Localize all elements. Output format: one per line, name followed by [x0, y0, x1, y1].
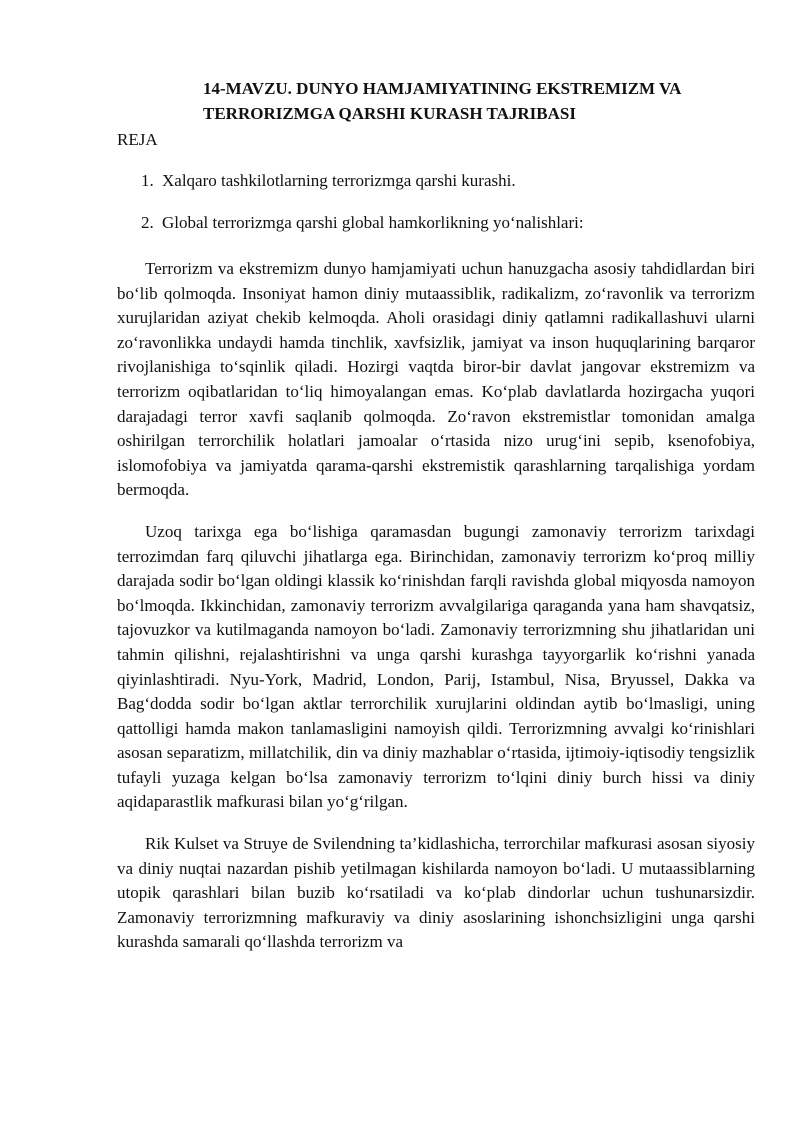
- plan-item-2: [117, 211, 747, 235]
- document-body: [117, 257, 755, 972]
- plan-heading: REJA: [117, 130, 158, 149]
- plan-item-number: 2.: [141, 213, 154, 232]
- body-paragraph-2: Uzoq tarixga ega bo‘lishiga qaramasdan bugungi zamonaviy terrorizm tarixdagi terrozimdan farq qiluvchi jihatlarga ega. Birinchidan, zamonaviy terrorizm ko‘proq milliy darajada sodir bo‘lgan oldingi klassik ko‘rinishdan farqli ravishda global miqyosda namoyon bo‘lmoqda. Ikkinchidan, zamonaviy terrorizm avvalgilariga qaraganda yana ham shavqatsiz, tajovuzkor va kutilmaganda namoyon bo‘ladi. Zamonaviy terrorizmning shu jihatlaridan uni tahmin qilishni, rejalashtirishni va unga qarshi kurashga tayyorgarlik ko‘rishni yanada qiyinlashtiradi. Nyu-York, Madrid, London, Parij, Istambul, Nisa, Bryussel, Dakka va Bag‘dodda sodir bo‘lgan aktlar terrorchilik xurujlarini oldindan aytib bo‘lmasligi, uning qattolligi hamda makon tanlamasligini namoyish qildi. Terrorizmning avvalgi ko‘rinishlari asosan separatizm, millatchilik, din va diniy mazhablar o‘rtasida, ijtimoiy-iqtisodiy tengsizlik tufayli yuzaga kelgan bo‘lsa zamonaviy terrorizm to‘lqini diniy burch hissi va diniy aqidaparastlik mafkurasi bilan yo‘g‘rilgan.: [117, 521, 755, 812]
- plan-item-text: Xalqaro tashkilotlarning terrorizmga qarshi kurashi.: [162, 171, 516, 190]
- plan-item-number: 1.: [141, 171, 154, 190]
- body-paragraph-1: Terrorizm va ekstremizm dunyo hamjamiyati uchun hanuzgacha asosiy tahdidlardan biri bo‘lib qolmoqda. Insoniyat hamon diniy mutaassiblik, radikalizm, zo‘ravonlik va terrorizm xurujlaridan aziyat chekib kelmoqda. Aholi orasidagi diniy qatlamni radikallashuvi ularni zo‘ravonlikka undaydi hamda tinchlik, xavfsizlik, jamiyat va inson huquqlarining barqaror rivojlanishiga to‘sqinlik qiladi. Hozirgi vaqtda biror-bir davlat jangovar ekstremizm va terrorizm oqibatlaridan to‘liq himoyalangan emas. Ko‘plab davlatlarda hozirgacha yuqori darajadagi terror xavfi saqlanib qolmoqda. Zo‘ravon ekstremistlar tomonidan amalga oshirilgan terrorchilik holatlari jamoalar o‘rtasida nizo urug‘ini sepib, ksenofobiya, islomofobiya va jamiyatda qarama-qarshi ekstremistik qarashlarning tarqalishiga yordam bermoqda.: [117, 259, 755, 500]
- plan-item-text: Global terrorizmga qarshi global hamkorlikning yo‘nalishlari:: [162, 213, 584, 232]
- plan-item-1: [117, 169, 747, 193]
- body-paragraph-3: Rik Kulset va Struye de Svilendning ta’kidlashicha, terrorchilar mafkurasi asosan siyosiy va diniy nuqtai nazardan pishib yetilmagan kishilarda namoyon bo‘ladi. U mutaassiblarning utopik qarashlari bilan buzib ko‘rsatiladi va ko‘plab dindorlar uchun tushunarsizdir. Zamonaviy terrorizmning mafkuraviy va diniy asoslarining ishonchsizligini unga qarshi kurashda samarali qo‘llashda terrorizm va: [117, 834, 755, 952]
- title-line-2: TERRORIZMGA QARSHI KURASH TAJRIBASI: [203, 104, 576, 123]
- page-title: [203, 76, 763, 126]
- plan-list: [117, 169, 747, 253]
- title-line-1: 14-MAVZU. DUNYO HAMJAMIYATINING EKSTREMIZM VA: [203, 79, 682, 98]
